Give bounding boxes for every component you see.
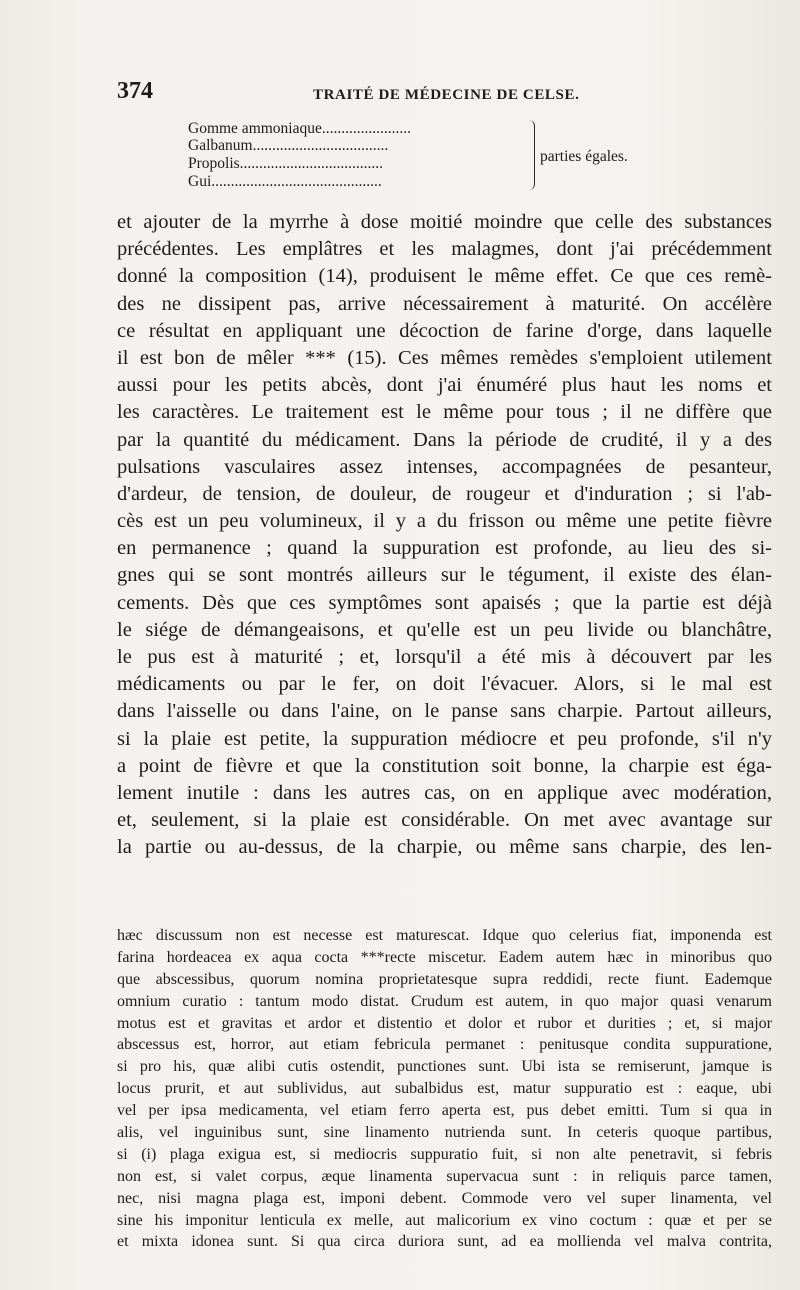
latin-line: si (i) plaga exigua est, si mediocris suppuratio fuit, si non alte penetravit, si febris (117, 1145, 772, 1163)
latin-line: alis, vel inguinibus sunt, sine linamento nutrienda sunt. In ceteris quoque partibus, (117, 1124, 772, 1142)
page-header (117, 78, 777, 108)
text-line: par la quantité du médicament. Dans la période de crudité, il y a des (117, 428, 772, 451)
recipe-list (188, 120, 668, 200)
main-body-text (117, 209, 772, 862)
text-line: pulsations vasculaires assez intenses, accompagnées de pesanteur, (117, 455, 772, 478)
text-line: ce résultat en appliquant une décoction de farine d'orge, dans laquelle (117, 319, 772, 342)
latin-line: vel per ipsa medicamenta, vel etiam ferro aperta est, pus debet emitti. Tum si qua in (117, 1102, 772, 1120)
ingredient-item: Gui............................................ (188, 173, 382, 190)
latin-line: sine his imponitur lenticula ex melle, aut malicorium ex vino coctum : quæ et per se (117, 1211, 772, 1229)
page-number: 374 (117, 78, 153, 104)
text-line: si la plaie est petite, la suppuration médiocre et peu profonde, s'il n'y (117, 727, 772, 750)
text-line: dans l'aisselle ou dans l'aine, on le panse sans charpie. Partout ailleurs, (117, 700, 772, 723)
text-line: d'ardeur, de tension, de douleur, de rougeur et d'induration ; si l'ab- (117, 482, 772, 505)
text-line: médicaments ou par le fer, on doit l'évacuer. Alors, si le mal est (117, 673, 772, 696)
ingredient-item: Gomme ammoniaque....................... (188, 120, 411, 137)
latin-line: et mixta idonea sunt. Si qua circa duriora sunt, ad ea mollienda vel malva contrita, (117, 1233, 772, 1251)
ingredient-item: Galbanum................................... (188, 137, 389, 154)
text-line: il est bon de mêler *** (15). Ces mêmes remèdes s'emploient utilement (117, 346, 772, 369)
running-title: TRAITÉ DE MÉDECINE DE CELSE. (313, 87, 580, 103)
text-line: et, seulement, si la plaie est considérable. On met avec avantage sur (117, 809, 772, 832)
text-line: a point de fièvre et que la constitution soit bonne, la charpie est éga- (117, 754, 772, 777)
text-line: précédentes. Les emplâtres et les malagmes, dont j'ai précédemment (117, 238, 772, 261)
text-line: donné la composition (14), produisent le même effet. Ce que ces remè- (117, 265, 772, 288)
latin-line: hæc discussum non est necesse est maturescat. Idque quo celerius fiat, imponenda est (117, 927, 772, 944)
latin-line: nec, nisi magna plaga est, imponi debent. Commode vero vel super linamenta, vel (117, 1189, 772, 1207)
text-line: la partie ou au-dessus, de la charpie, ou même sans charpie, des len- (117, 836, 772, 859)
recipe-proportion: parties égales. (540, 148, 628, 165)
text-line: lement inutile : dans les autres cas, on en applique avec modération, (117, 781, 772, 804)
latin-line: omnium curatio : tantum modo distat. Crudum est autem, in quo major quasi venarum (117, 992, 772, 1010)
latin-line: que abscessibus, quorum nomina proprietatesque supra reddidi, recte fiunt. Eademque (117, 970, 772, 988)
text-line: des ne dissipent pas, arrive nécessairement à maturité. On accélère (117, 292, 772, 315)
grouping-brace (526, 120, 535, 190)
latin-line: locus prurit, et aut sublividus, aut subalbidus est, matur suppuratio est : eaque, ubi (117, 1080, 772, 1098)
text-line: les caractères. Le traitement est le même pour tous ; il ne diffère que (117, 401, 772, 424)
latin-line: si pro his, quæ alibi cutis ostendit, punctiones sunt. Ubi ista se remiserunt, jamque is (117, 1058, 772, 1076)
text-line: le pus est à maturité ; et, lorsqu'il a été mis à découvert par les (117, 646, 772, 668)
text-line: en permanence ; quand la suppuration est profonde, au lieu des si- (117, 537, 772, 560)
text-line: cès est un peu volumineux, il y a du frisson ou même une petite fièvre (117, 510, 772, 533)
latin-line: non est, si valet corpus, æque linamenta supervacua sunt : in reliquis parce tamen, (117, 1167, 772, 1185)
text-line: et ajouter de la myrrhe à dose moitié moindre que celle des substances (117, 211, 772, 233)
text-line: aussi pour les petits abcès, dont j'ai énuméré plus haut les noms et (117, 374, 772, 397)
text-line: cements. Dès que ces symptômes sont apaisés ; que la partie est déjà (117, 591, 772, 614)
latin-line: abscessus est, horror, aut etiam febricula permanet : penitusque condita suppuratione, (117, 1036, 772, 1054)
latin-original-text (117, 925, 772, 1253)
text-line: gnes qui se sont montrés ailleurs sur le tégument, il existe des élan- (117, 564, 772, 587)
text-line: le siége de démangeaisons, et qu'elle est un peu livide ou blanchâtre, (117, 618, 772, 641)
ingredient-item: Propolis..................................... (188, 155, 384, 172)
latin-line: farina hordeacea ex aqua cocta ***recte miscetur. Eadem autem hæc in minoribus quo (117, 948, 772, 966)
latin-line: motus est et gravitas et ardor et distentio et dolor et rubor et durities ; et, si major (117, 1014, 772, 1032)
